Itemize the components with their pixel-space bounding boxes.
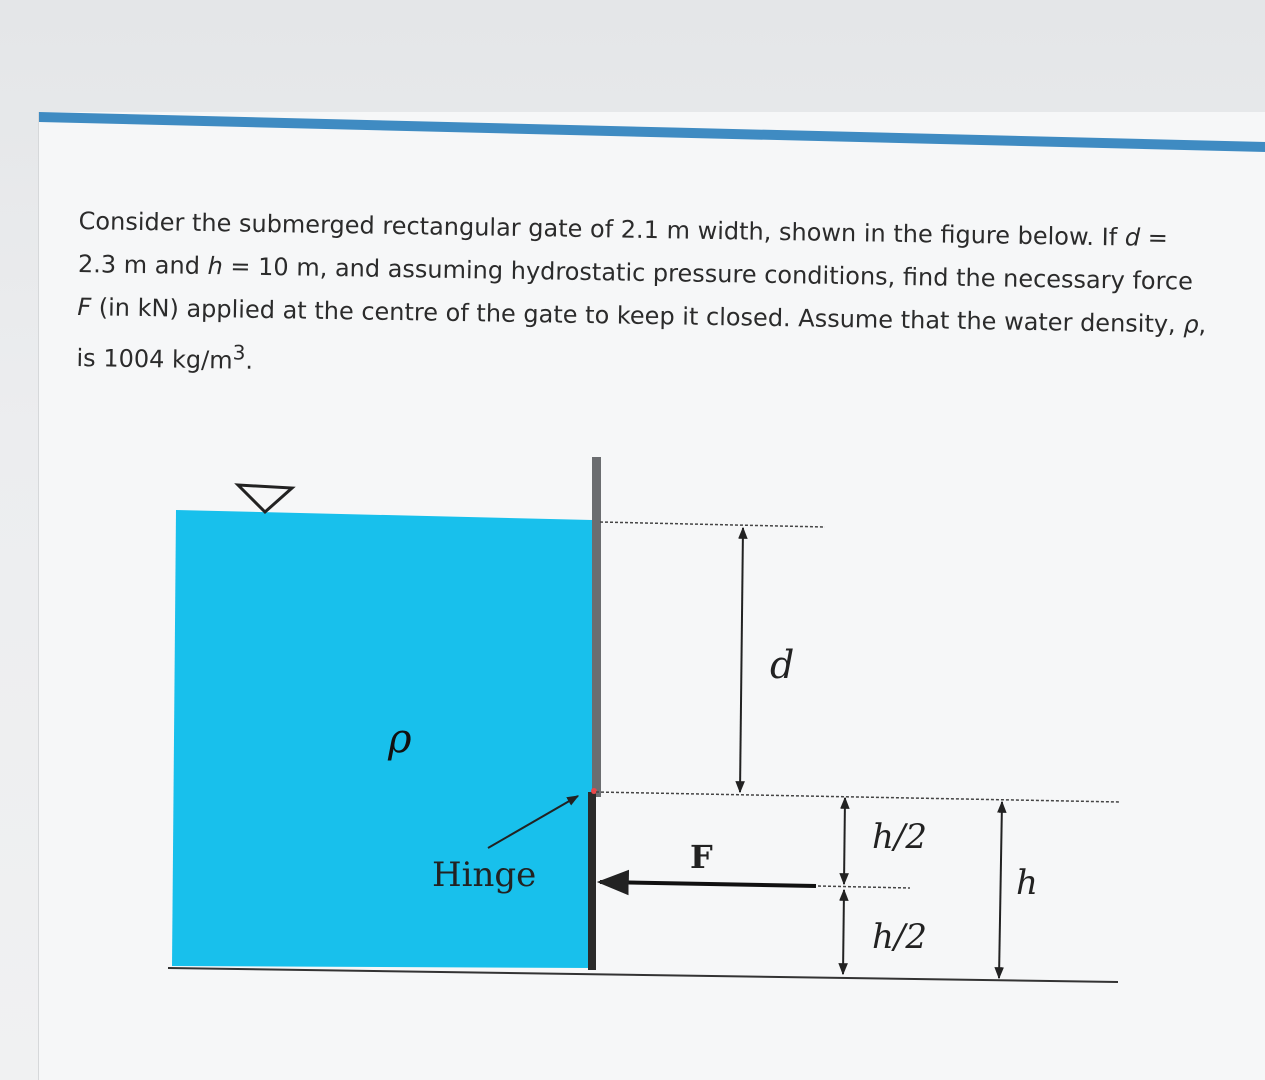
force-arrow [600,882,816,886]
d-dimension-arrow [740,528,743,792]
h-half-bottom-label: h/2 [872,917,927,957]
free-surface-symbol [238,485,292,512]
h-half-top-arrow [844,798,845,884]
hinge-label: Hinge [432,855,537,895]
gate [588,792,596,970]
rho-label: ρ [388,716,412,762]
bottom-line [168,968,1118,982]
d-label: d [770,643,795,687]
water-body [172,510,592,968]
guide-line-centre [818,886,910,888]
guide-line-surface [600,522,825,527]
h-half-bottom-arrow [843,890,844,974]
wall [592,457,601,797]
force-label: F [690,838,713,876]
h-half-top-label: h/2 [872,817,927,857]
h-dimension-arrow [999,802,1002,978]
question-text: Consider the submerged rectangular gate of 2.1 m width, shown in the figure below. If d = 2.3 m and h = 10 m, and assuming hydrostatic pressure conditions, find the necessary force F (in kN) applied at the centre of the gate to keep it closed. Assume that the water density, ρ, is 1004 $kg/m^3$. [76,206,1207,375]
guide-line-hinge [596,792,1120,802]
hinge-point [591,788,597,794]
h-label: h [1016,863,1038,903]
